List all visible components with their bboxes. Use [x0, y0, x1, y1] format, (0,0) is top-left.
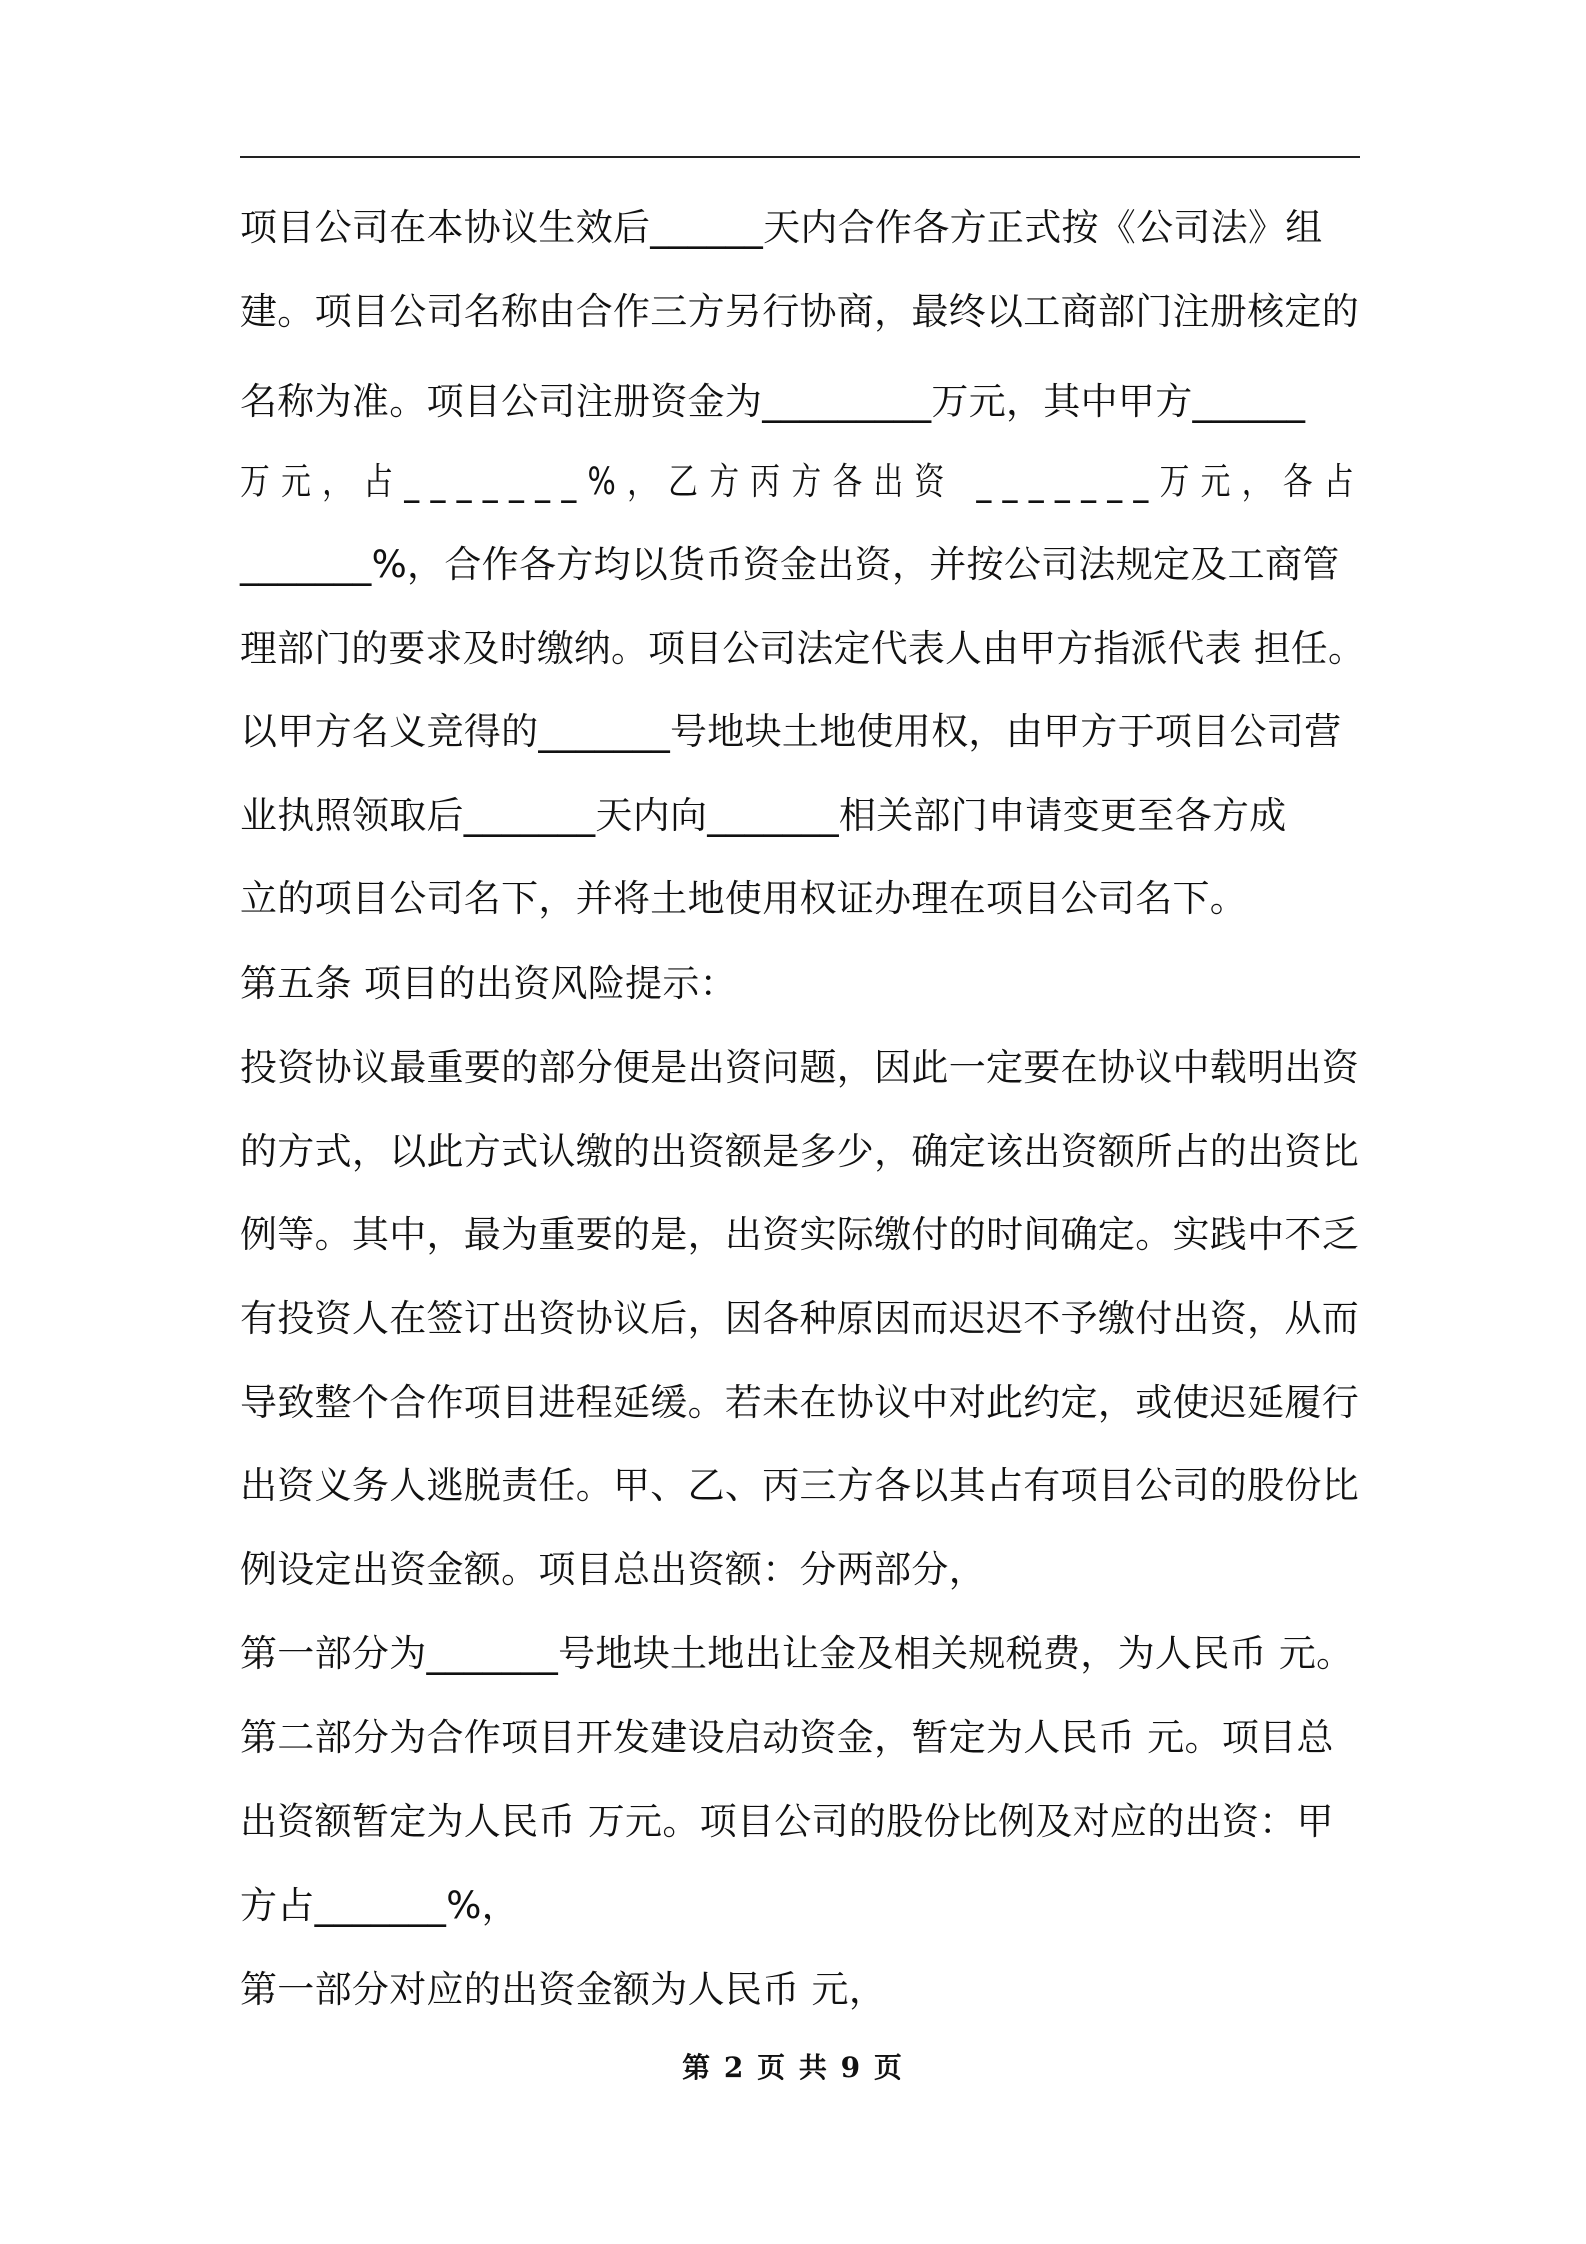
text-line: 导致整个合作项目进程延缓。若未在协议中对此约定，或使迟延履行 [240, 1381, 1359, 1424]
text-line: 立的项目公司名下，并将土地使用权证办理在项目公司名下。 [240, 877, 1248, 920]
text-line: 名称为准。项目公司注册资金为_________万元，其中甲方______ [240, 380, 1306, 423]
text-line: 出资义务人逃脱责任。甲、乙、丙三方各以其占有项目公司的股份比 [240, 1464, 1359, 1507]
text-line: 以甲方名义竞得的_______号地块土地使用权，由甲方于项目公司营 [240, 710, 1342, 753]
text-line: 第一部分为_______号地块土地出让金及相关规税费，为人民币 元。 [240, 1632, 1354, 1675]
text-line: 例等。其中，最为重要的是，出资实际缴付的时间确定。实践中不乏 [240, 1213, 1359, 1256]
text-line: _______%，合作各方均以货币资金出资，并按公司法规定及工商管 [240, 543, 1340, 586]
text-line: 第一部分对应的出资金额为人民币 元， [240, 1968, 887, 2011]
page-number: 第 2 页 共 9 页 [682, 2051, 904, 2084]
header-rule [240, 156, 1360, 158]
text-line: 项目公司在本协议生效后______天内合作各方正式按《公司法》组 [240, 206, 1323, 249]
text-line: 万元，占_______%，乙方丙方各出资 _______万元，各占 [240, 460, 1365, 503]
text-line: 投资协议最重要的部分便是出资问题，因此一定要在协议中载明出资 [240, 1046, 1359, 1089]
text-line: 理部门的要求及时缴纳。项目公司法定代表人由甲方指派代表 担任。 [240, 627, 1366, 670]
text-line: 出资额暂定为人民币 万元。项目公司的股份比例及对应的出资：甲 [240, 1800, 1334, 1843]
text-line: 方占_______%， [240, 1884, 519, 1927]
section-heading: 第五条 项目的出资风险提示： [240, 962, 737, 1005]
text-line: 建。项目公司名称由合作三方另行协商，最终以工商部门注册核定的 [240, 290, 1359, 333]
text-line: 的方式，以此方式认缴的出资额是多少，确定该出资额所占的出资比 [240, 1130, 1359, 1173]
text-line: 例设定出资金额。项目总出资额：分两部分， [240, 1548, 986, 1591]
text-line: 第二部分为合作项目开发建设启动资金，暂定为人民币 元。项目总 [240, 1716, 1334, 1759]
text-line: 有投资人在签订出资协议后，因各种原因而迟迟不予缴付出资，从而 [240, 1297, 1359, 1340]
text-line: 业执照领取后_______天内向_______相关部门申请变更至各方成 [240, 794, 1287, 837]
